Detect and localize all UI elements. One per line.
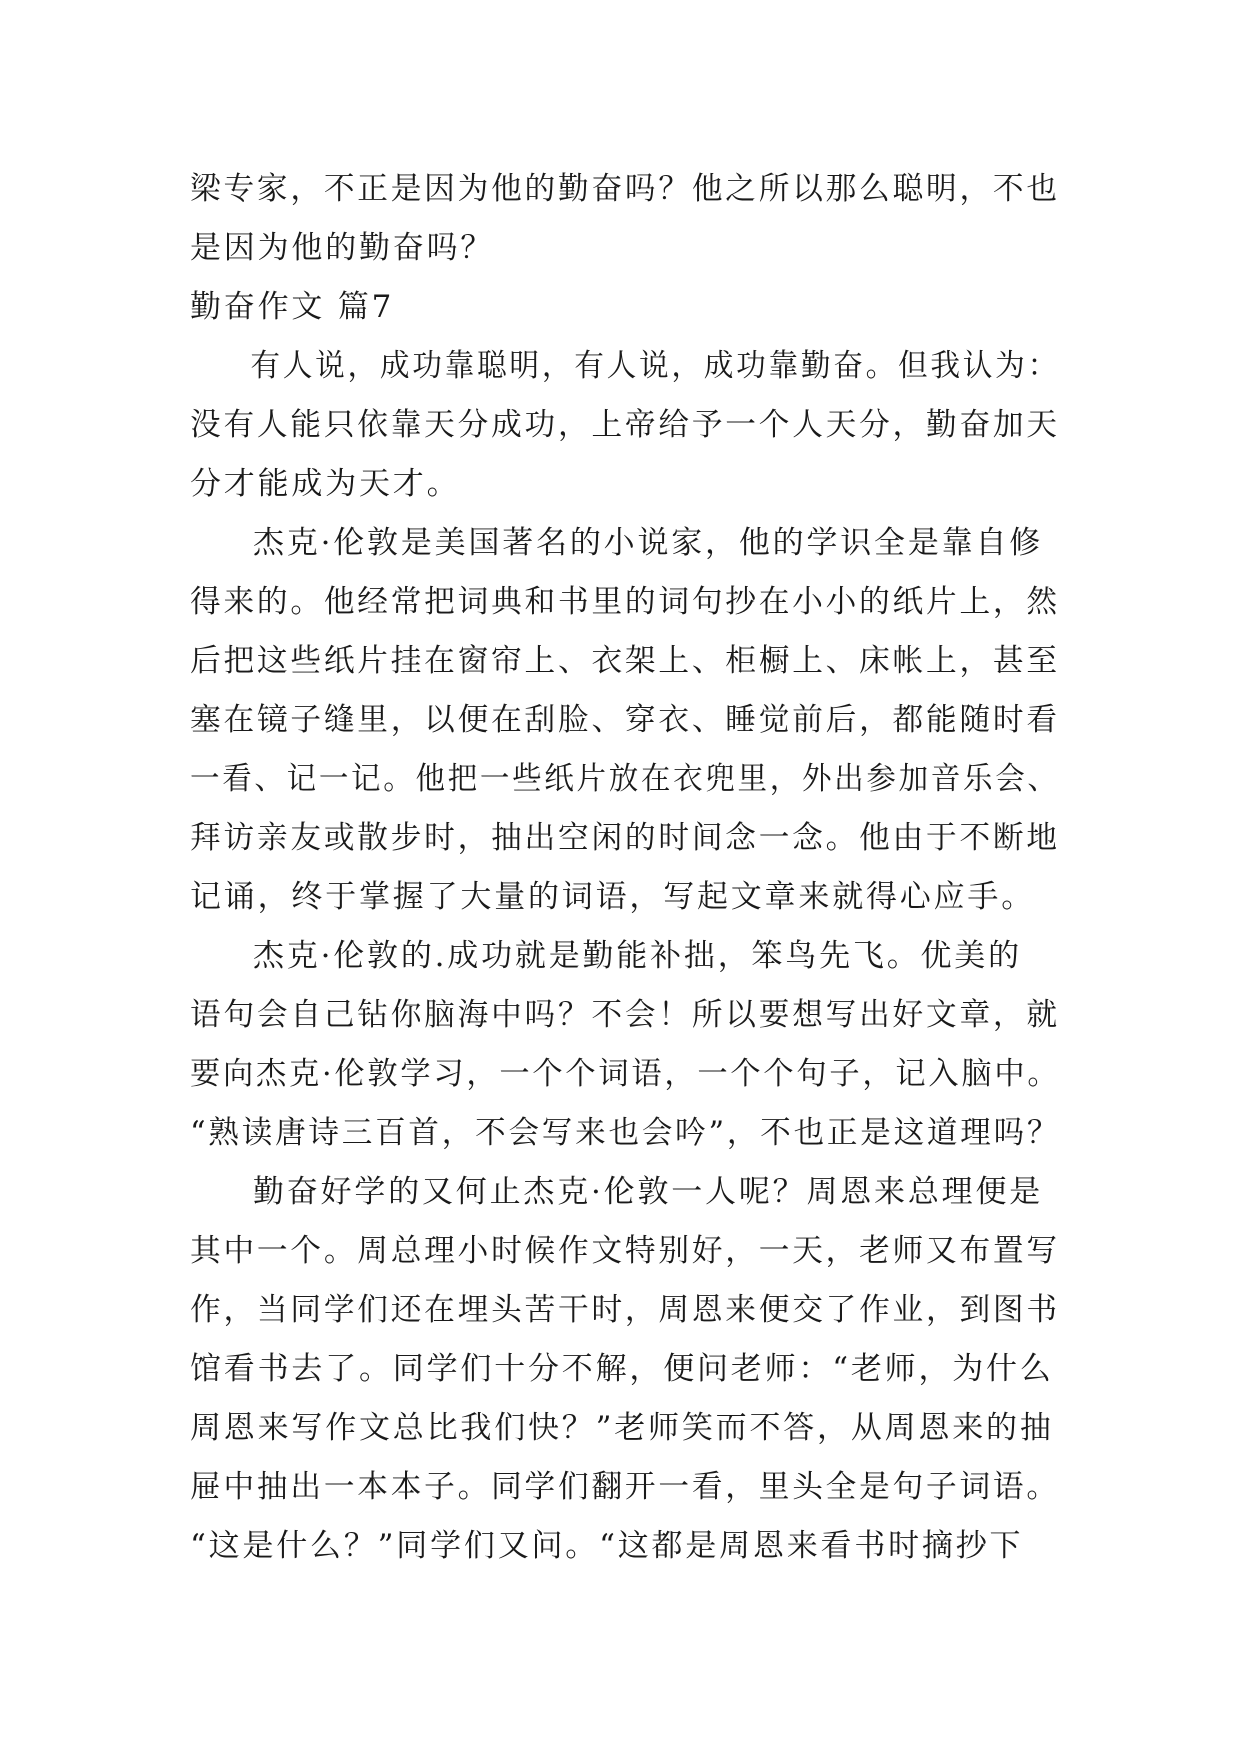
document-page (190, 160, 1060, 1576)
text-line: 后把这些纸片挂在窗帘上、衣架上、柜橱上、床帐上，甚至 (190, 643, 1060, 679)
text-line: 馆看书去了。同学们十分不解，便问老师：“老师，为什么 (190, 1351, 1054, 1387)
text-line: 梁专家，不正是因为他的勤奋吗？他之所以那么聪明，不也 (190, 171, 1060, 207)
paragraph-first-line: 杰克·伦敦是美国著名的小说家，他的学识全是靠自修 (253, 525, 1044, 561)
section-heading: 勤奋作文 篇7 (190, 289, 395, 325)
text-line: 屉中抽出一本本子。同学们翻开一看，里头全是句子词语。 (190, 1469, 1060, 1505)
text-line: 没有人能只依靠天分成功，上帝给予一个人天分，勤奋加天 (190, 407, 1060, 443)
text-line: 塞在镜子缝里，以便在刮脸、穿衣、睡觉前后，都能随时看 (190, 702, 1060, 738)
text-line: 语句会自己钻你脑海中吗？不会！所以要想写出好文章，就 (190, 997, 1060, 1033)
text-line: 得来的。他经常把词典和书里的词句抄在小小的纸片上，然 (190, 584, 1060, 620)
text-line: 作，当同学们还在埋头苦干时，周恩来便交了作业，到图书 (190, 1292, 1060, 1328)
text-line: 分才能成为天才。 (190, 466, 461, 502)
text-line: 其中一个。周总理小时候作文特别好，一天，老师又布置写 (190, 1233, 1060, 1269)
paragraph-first-line: 杰克·伦敦的.成功就是勤能补拙，笨鸟先飞。优美的 (253, 938, 1022, 974)
text-line: 拜访亲友或散步时，抽出空闲的时间念一念。他由于不断地 (190, 820, 1060, 856)
text-line: 周恩来写作文总比我们快？”老师笑而不答，从周恩来的抽 (190, 1410, 1054, 1446)
paragraph-first-line: 勤奋好学的又何止杰克·伦敦一人呢？周恩来总理便是 (253, 1174, 1044, 1210)
paragraph-first-line: 有人说，成功靠聪明，有人说，成功靠勤奋。但我认为： (250, 348, 1060, 384)
text-line: 记诵，终于掌握了大量的词语，写起文章来就得心应手。 (190, 879, 1035, 915)
text-line: “这是什么？”同学们又问。“这都是周恩来看书时摘抄下 (190, 1528, 1024, 1564)
text-line: 一看、记一记。他把一些纸片放在衣兜里，外出参加音乐会、 (190, 761, 1060, 797)
text-line: “熟读唐诗三百首，不会写来也会吟”，不也正是这道理吗？ (190, 1115, 1061, 1151)
text-line: 是因为他的勤奋吗？ (190, 230, 495, 266)
text-line: 要向杰克·伦敦学习，一个个词语，一个个句子，记入脑中。 (190, 1056, 1061, 1092)
